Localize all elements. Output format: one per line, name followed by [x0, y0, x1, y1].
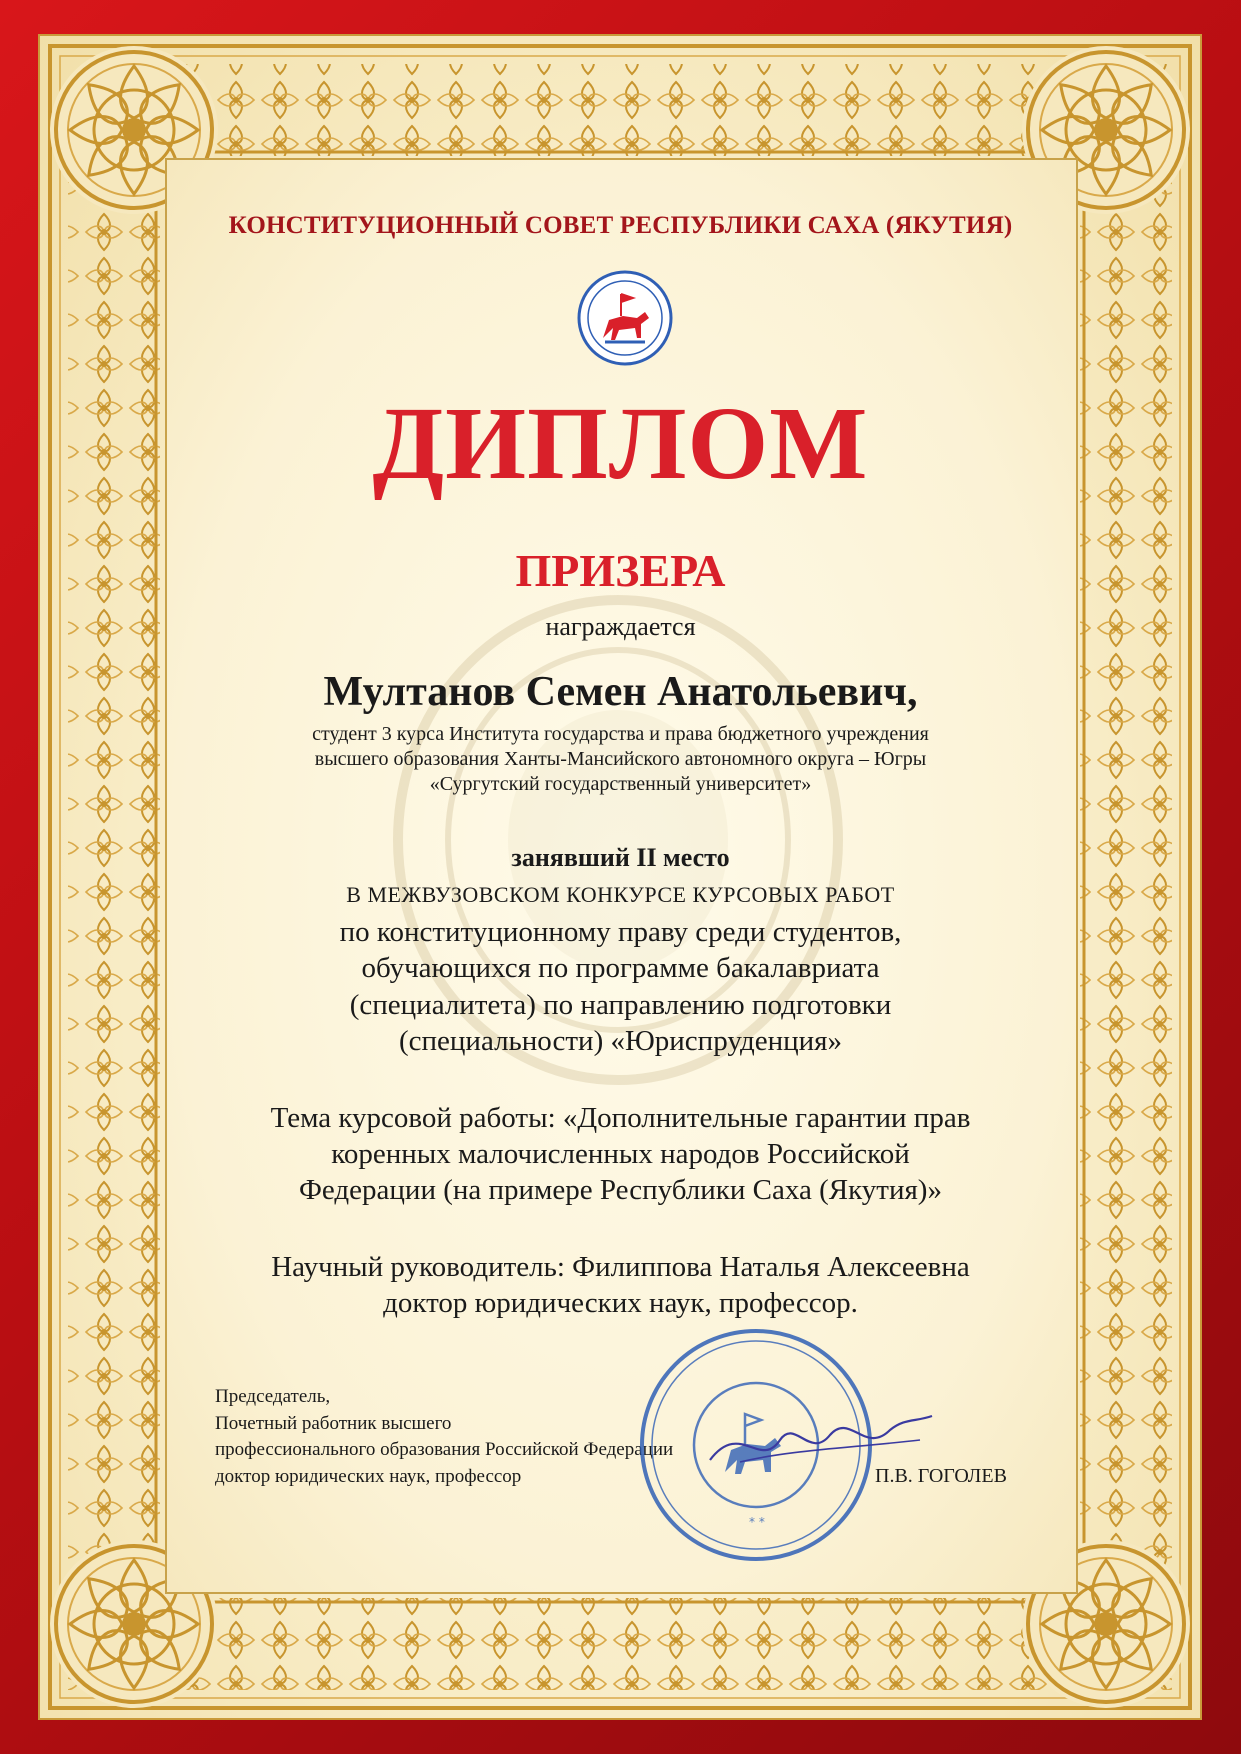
- contest-line: (специальности) «Юриспруденция»: [398, 1025, 843, 1057]
- theme-line: Федерации (на примере Республики Саха (Якутия)»: [299, 1174, 942, 1206]
- supervisor-line: доктор юридических наук, профессор.: [383, 1287, 858, 1319]
- theme-line: коренных малочисленных народов Российской: [331, 1138, 910, 1170]
- signatory-line: Председатель,: [215, 1386, 331, 1407]
- signatory-line: профессионального образования Российской Федерации: [215, 1439, 674, 1460]
- place-text: занявший II место: [511, 843, 730, 872]
- contest-line: (специалитета) по направлению подготовки: [349, 989, 892, 1021]
- diploma-title: ДИПЛОМ: [372, 386, 869, 501]
- affiliation-line: высшего образования Ханты-Мансийского автономного округа – Югры: [314, 748, 927, 770]
- contest-line: обучающихся по программе бакалавриата: [361, 952, 880, 984]
- theme-line: Тема курсовой работы: «Дополнительные гарантии прав: [270, 1102, 971, 1134]
- signer-name: П.В. ГОГОЛЕВ: [875, 1465, 1007, 1487]
- affiliation-line: «Сургутский государственный университет»: [429, 773, 812, 795]
- organization-name: КОНСТИТУЦИОННЫЙ СОВЕТ РЕСПУБЛИКИ САХА (ЯКУТИЯ): [228, 212, 1013, 239]
- sakha-coat-of-arms-icon: [575, 268, 675, 368]
- diploma-subtitle: ПРИЗЕРА: [515, 545, 726, 596]
- recipient-name: Мултанов Семен Анатольевич,: [323, 669, 918, 715]
- svg-text:* *: * *: [749, 1515, 765, 1529]
- signatory-line: Почетный работник высшего: [215, 1413, 452, 1434]
- handwritten-signature: [700, 1400, 940, 1480]
- contest-line: по конституционному праву среди студентов,: [339, 916, 902, 948]
- affiliation-line: студент 3 курса Института государства и права бюджетного учреждения: [312, 723, 929, 745]
- signatory-line: доктор юридических наук, профессор: [215, 1466, 522, 1487]
- supervisor-line: Научный руководитель: Филиппова Наталья Алексеевна: [271, 1251, 970, 1283]
- contest-heading: В МЕЖВУЗОВСКОМ КОНКУРСЕ КУРСОВЫХ РАБОТ: [346, 882, 895, 907]
- awarded-text: награждается: [545, 612, 696, 641]
